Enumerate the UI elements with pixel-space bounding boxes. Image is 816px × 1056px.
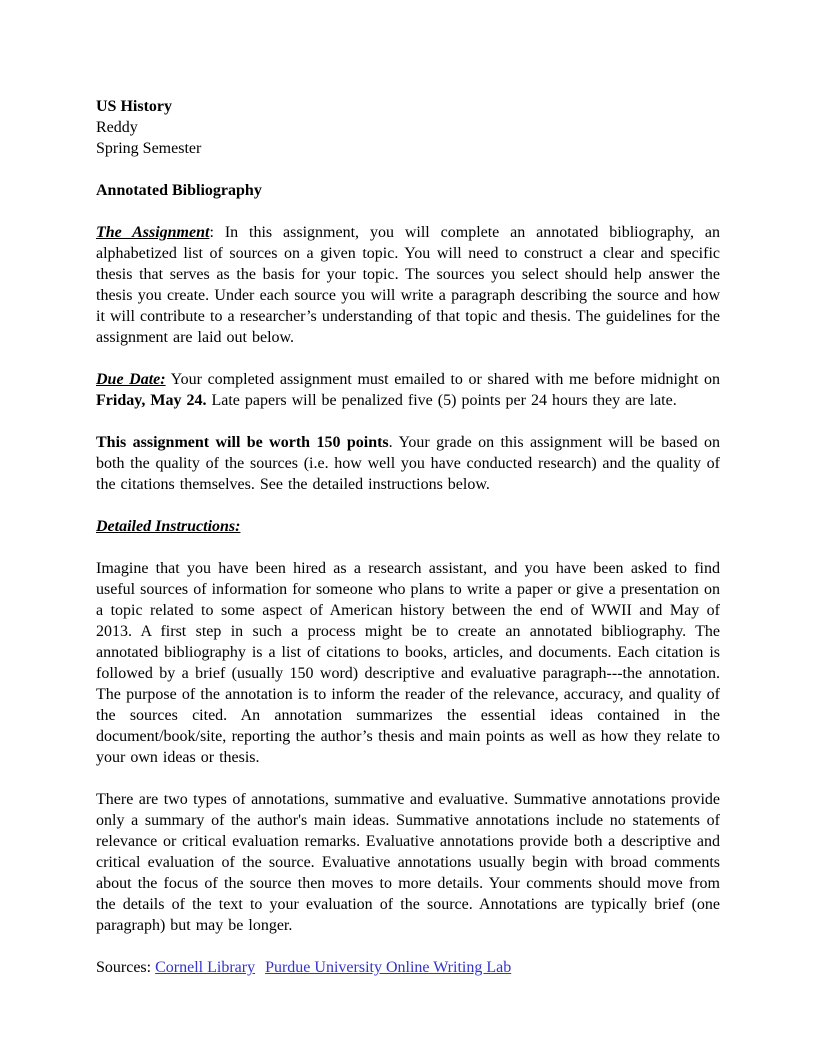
assignment-paragraph [96,222,720,348]
source-link-purdue[interactable]: Purdue University Online Writing Lab [265,959,512,976]
detailed-instructions-heading: Detailed Instructions: [96,518,241,535]
points-bold: This assignment will be worth 150 points [96,434,389,451]
due-date-body-pre: Your completed assignment must emailed to or shared with me before midnight on [170,371,721,388]
due-date-heading: Due Date: [96,371,166,388]
detailed-instructions-heading-line [96,516,720,537]
semester-line: Spring Semester [96,140,202,157]
sources-label: Sources: [96,959,152,976]
due-date-bold: Friday, May 24. [96,392,207,409]
due-date-paragraph [96,369,720,411]
document-title: Annotated Bibliography [96,182,262,199]
points-paragraph [96,432,720,495]
points-body: . Your grade on this assignment will be based on both the quality of the sources (i.e. how well you have conducted research) and the quality of the citations themselves. See the detailed instructions below. [96,434,721,493]
due-date-body-post: Late papers will be penalized five (5) points per 24 hours they are late. [211,392,677,409]
instructions-paragraph-annotation-types: There are two types of annotations, summative and evaluative. Summative annotations provide only a summary of the author's main ideas. Summative annotations include no statements of relevance or critical evaluation remarks. Evaluative annotations provide both a descriptive and critical evaluation of the source. Evaluative annotations usually begin with broad comments about the focus of the source then moves to more details. Your comments should move from the details of the text to your evaluation of the source. Annotations are typically brief (one paragraph) but may be longer. [96,791,720,934]
instructor-line: Reddy [96,119,138,136]
instructions-paragraph-imagine: Imagine that you have been hired as a research assistant, and you have been asked to find useful sources of information for someone who plans to write a paper or give a presentation on a topic related to some aspect of American history between the end of WWII and May of 2013. A first step in such a process might be to create an annotated bibliography. The annotated bibliography is a list of citations to books, articles, and documents. Each citation is followed by a brief (usually 150 word) descriptive and evaluative paragraph---the annotation. The purpose of the annotation is to inform the reader of the relevance, accuracy, and quality of the sources cited. An annotation summarizes the essential ideas contained in the document/book/site, reporting the author’s thesis and main points as well as how they relate to your own ideas or thesis. [96,560,720,766]
assignment-heading-colon: : [209,224,214,241]
assignment-heading: The Assignment [96,224,210,241]
source-link-cornell[interactable]: Cornell Library [155,959,256,976]
course-line: US History [96,98,172,115]
document-content [96,96,720,999]
document-header [96,96,720,159]
assignment-body: In this assignment, you will complete an annotated bibliography, an alphabetized list of sources on a given topic. You will need to construct a clear and specific thesis that serves as the basis for your topic. The sources you select should help answer the thesis you create. Under each source you will write a paragraph describing the source and how it will contribute to a researcher’s understanding of that topic and thesis. The guidelines for the assignment are laid out below. [96,224,721,346]
sources-line [96,957,720,978]
